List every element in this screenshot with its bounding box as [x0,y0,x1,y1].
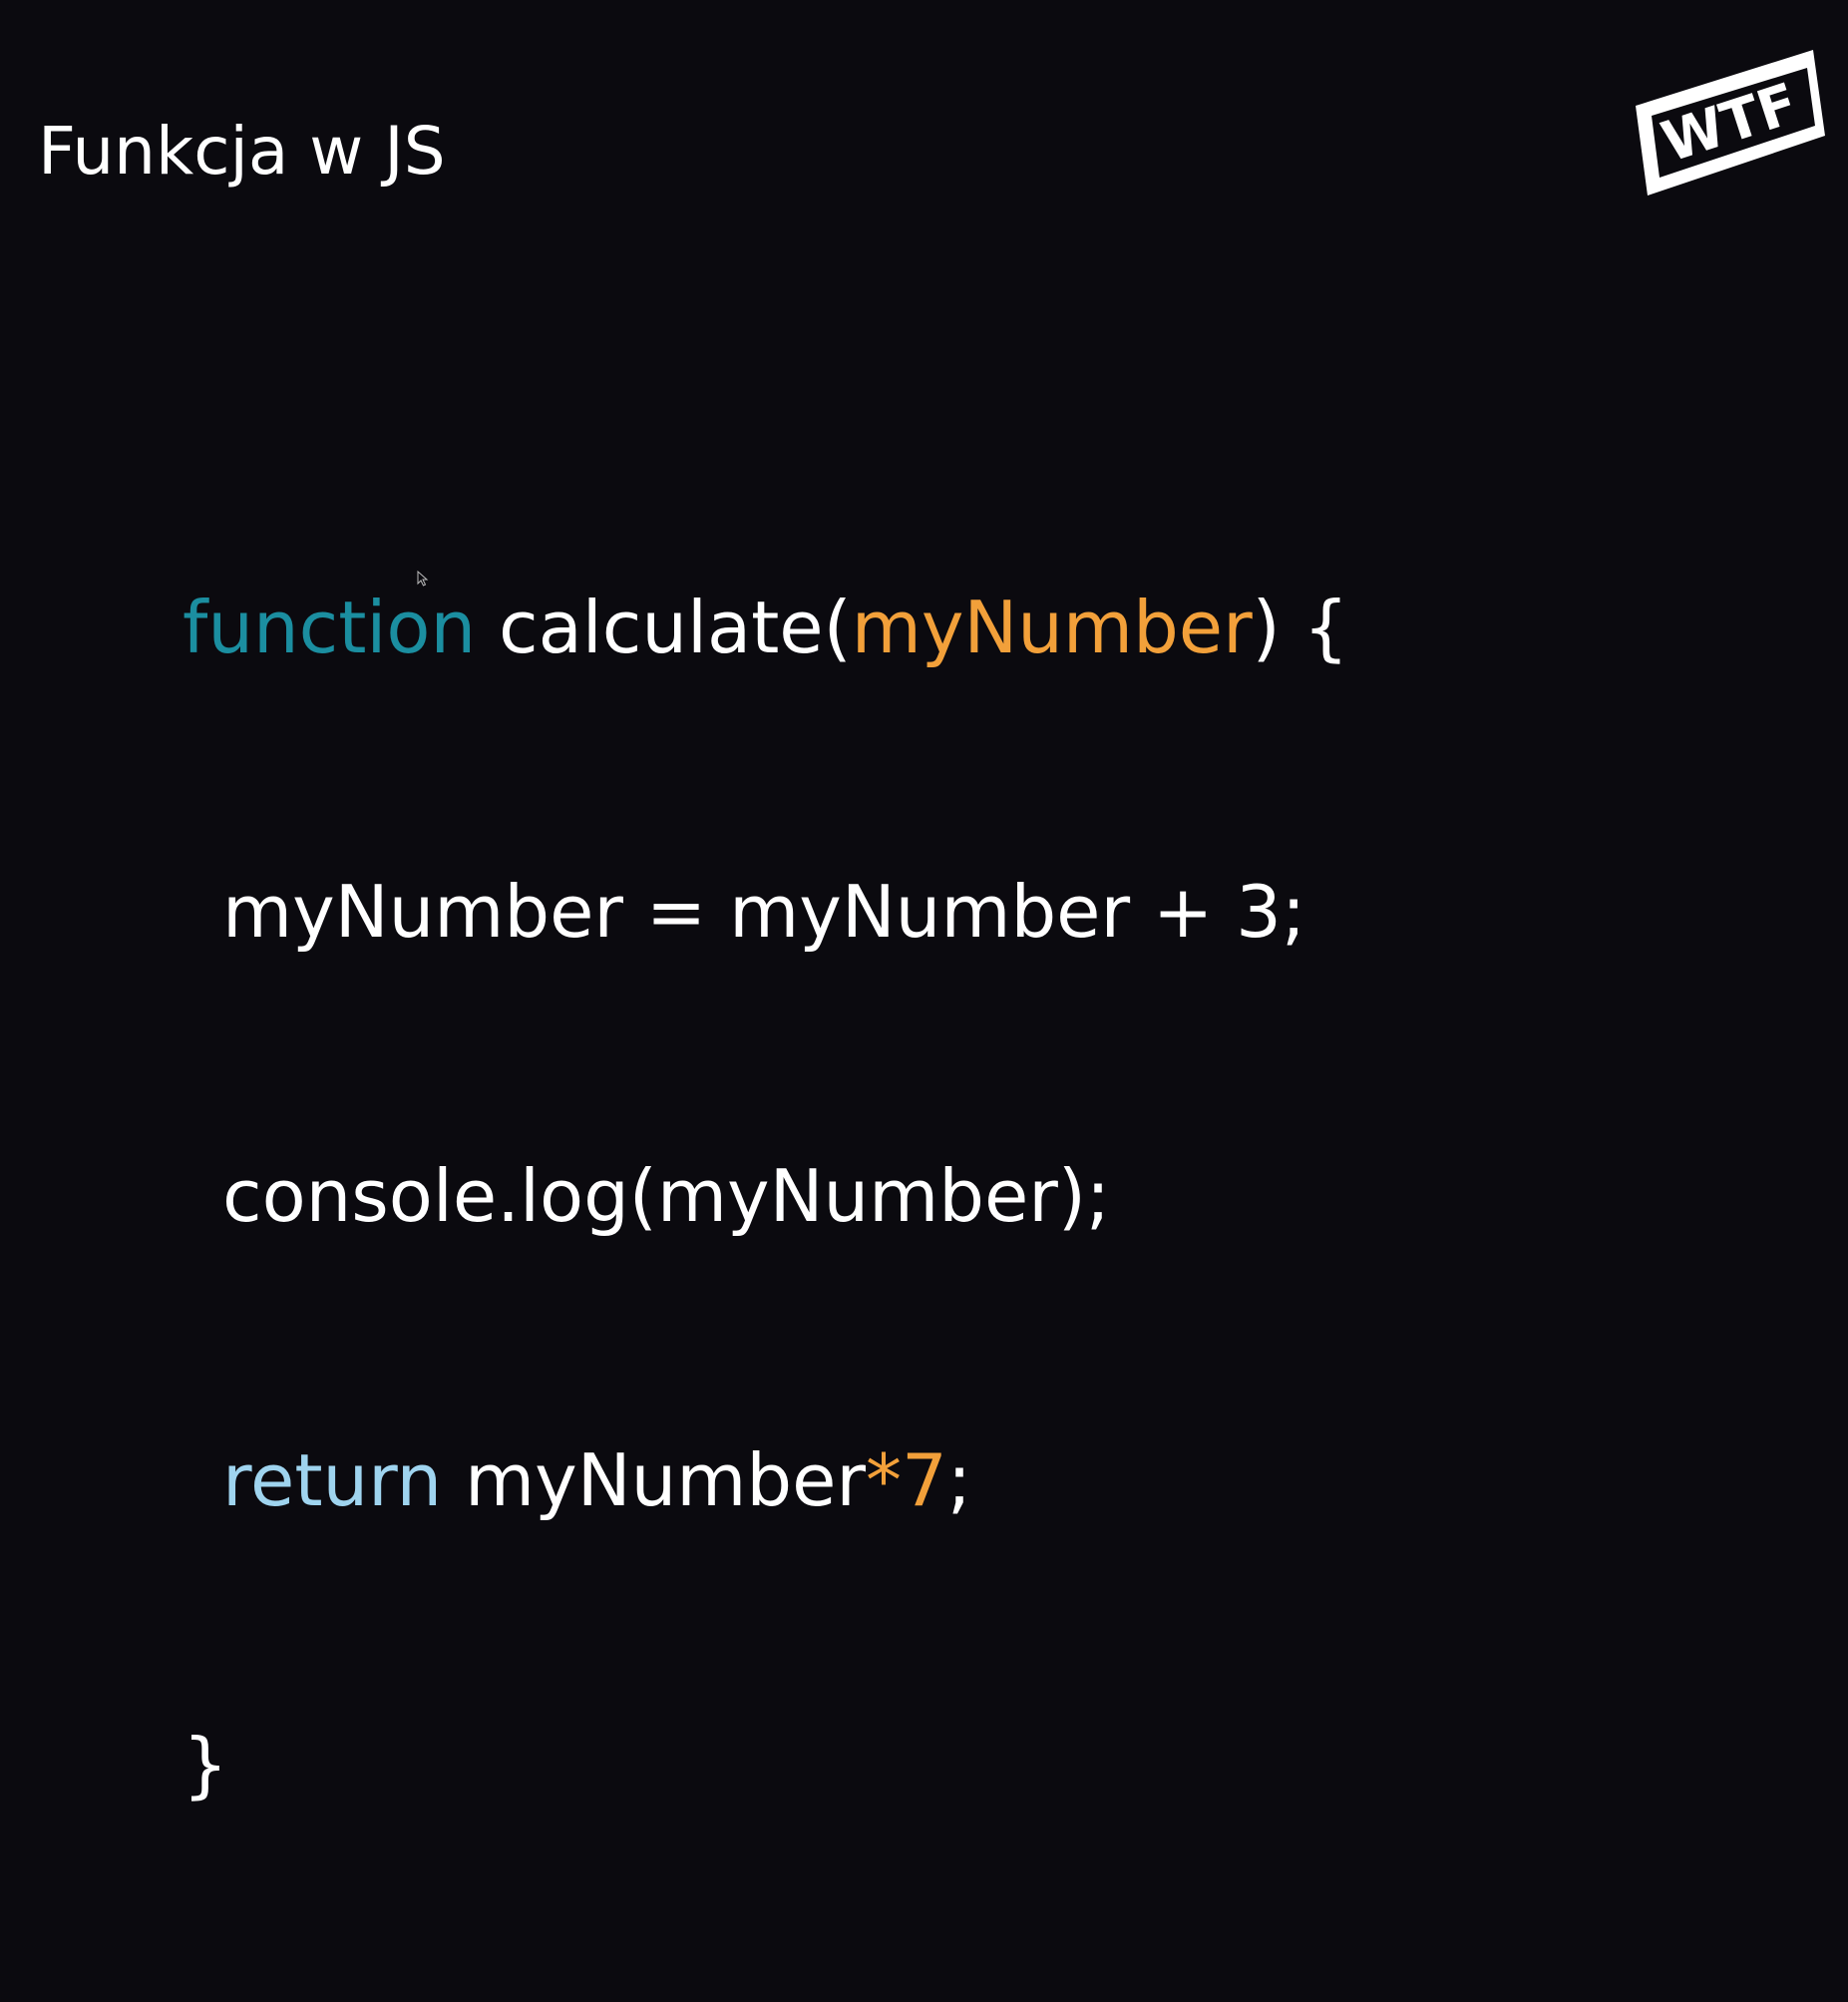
code-line-2-text: myNumber = myNumber + 3; [222,870,1306,954]
mouse-cursor-icon [417,571,429,587]
code-line-2 [183,865,1348,960]
code-operator: *7 [866,1438,947,1522]
code-line-3 [183,1149,1348,1244]
code-function-name: calculate( [499,586,852,669]
code-return-value: myNumber [465,1438,867,1522]
code-line-3-text: console.log(myNumber); [222,1154,1111,1238]
code-line-1-rest: ) { [1252,586,1349,669]
code-space [442,1438,465,1522]
code-keyword-function: function [183,586,477,669]
code-line-5 [183,1718,1348,1812]
code-line-1 [183,581,1348,675]
code-line-4-end: ; [946,1438,972,1522]
code-line-4 [183,1433,1348,1528]
code-block [183,391,1348,2002]
code-closing-brace: } [183,1723,228,1806]
code-param: myNumber [851,586,1253,669]
slide-title: Funkcja w JS [38,113,446,190]
logo-text: WTF [1654,71,1806,176]
wtf-logo-icon [1636,50,1825,196]
code-keyword-return: return [222,1438,443,1522]
code-space [476,586,499,669]
